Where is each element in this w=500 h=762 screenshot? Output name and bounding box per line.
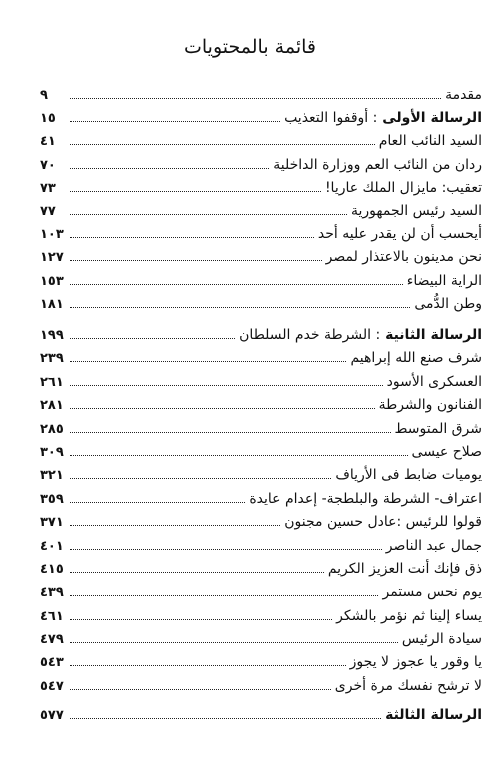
toc-entry: [40, 394, 482, 417]
toc-entry-title: [379, 394, 482, 417]
toc-entry-label: الرسالة الثانية: [385, 327, 482, 343]
page-number: ١٠٣: [40, 227, 64, 243]
page-number: ٢٦١: [40, 374, 64, 390]
page-number: ٧٣: [40, 180, 56, 196]
dot-leader: [70, 214, 347, 215]
toc-entry: [40, 675, 482, 698]
page-number: ٣٢١: [40, 468, 64, 484]
page-number: ٣٧١: [40, 515, 64, 531]
toc-entry-title: [445, 84, 482, 107]
page-number: ٥٤٣: [40, 655, 64, 671]
dot-leader: [70, 572, 324, 573]
toc-entry-title: [379, 130, 482, 153]
toc-entry: [40, 371, 482, 394]
toc-section-heading: [40, 704, 482, 727]
page-number: ١٩٩: [40, 328, 64, 343]
toc-entry-label: الراية البيضاء: [406, 272, 482, 289]
toc-entry-title: [336, 605, 482, 628]
toc-entry-title: [407, 270, 482, 293]
dot-leader: [70, 361, 346, 362]
toc-entry: [40, 200, 482, 223]
toc-entry-title: [414, 293, 482, 316]
dot-leader: [70, 478, 331, 479]
toc-entry: [40, 293, 482, 316]
toc-entry-label: شرق المتوسط: [394, 420, 482, 437]
page-number: ٣٥٩: [40, 491, 64, 507]
toc-entry: [40, 535, 482, 558]
toc-entry-title: [328, 558, 482, 581]
toc-entry-title: [395, 418, 483, 441]
page-number: ٤٠١: [40, 538, 64, 554]
toc-entry: [40, 581, 482, 604]
page-number: ٢٣٩: [40, 351, 64, 367]
toc-entry-title: [239, 324, 482, 347]
page-number: ١٢٧: [40, 250, 64, 266]
toc-section-1: [40, 84, 482, 316]
toc-entry: [40, 177, 482, 200]
toc-entry-label: ذق فإنك أنت العزيز الكريم: [327, 560, 482, 577]
page-number: ٧٧: [40, 203, 56, 219]
page-number: ٢٨١: [40, 398, 64, 414]
toc-entry: [40, 488, 482, 511]
toc-entry-label: يساء إلينا ثم نؤمر بالشكر: [336, 607, 482, 624]
toc-entry-subtitle: : أوقفوا التعذيب: [284, 110, 378, 127]
dot-leader: [70, 525, 280, 526]
toc-entry: [40, 464, 482, 487]
dot-leader: [70, 665, 346, 666]
page-number: ١٨١: [40, 296, 64, 312]
toc-entry-label: السيد النائب العام: [378, 133, 482, 150]
dot-leader: [70, 642, 398, 643]
toc-entry-title: [350, 347, 482, 370]
toc-entry: [40, 605, 482, 628]
toc-entry-label: مقدمة: [445, 87, 482, 103]
dot-leader: [70, 432, 391, 433]
toc-entry-subtitle: : الشرطة خدم السلطان: [239, 327, 381, 343]
toc-entry-title: [350, 651, 482, 674]
dot-leader: [70, 237, 314, 238]
toc-entry-title: [326, 246, 482, 269]
toc-entry-label: يوميات ضابط فى الأرياف: [335, 467, 482, 484]
toc-section-2: [40, 324, 482, 698]
dot-leader: [70, 338, 235, 339]
toc-entry: [40, 628, 482, 651]
toc-entry-label: وطن الدُّمى: [414, 295, 482, 312]
toc-entry: [40, 418, 482, 441]
dot-leader: [70, 144, 375, 145]
toc-entry-title: [318, 223, 482, 246]
page-number: ٥٧٧: [40, 708, 64, 723]
dot-leader: [70, 408, 375, 409]
page-number: ١٥٣: [40, 273, 64, 289]
page-number: ٤١: [40, 134, 56, 150]
dot-leader: [70, 455, 408, 456]
toc-entry: [40, 270, 482, 293]
dot-leader: [70, 191, 321, 192]
page-number: ٤١٥: [40, 561, 64, 577]
toc-entry-label: يوم نحس مستمر: [382, 584, 482, 601]
toc-entry-label: أيحسب أن لن يقدر عليه أحد: [317, 226, 482, 243]
toc-entry-label: اعتراف- الشرطة والبلطجة- إعدام عايدة: [249, 490, 482, 507]
dot-leader: [70, 502, 245, 503]
toc-entry: [40, 154, 482, 177]
toc-entry-label: الرسالة الثالثة: [385, 707, 482, 723]
page-number: ٤٣٩: [40, 585, 64, 601]
dot-leader: [70, 718, 381, 719]
toc-entry: [40, 511, 482, 534]
toc-entry-title: [249, 488, 482, 511]
dot-leader: [70, 168, 269, 169]
dot-leader: [70, 385, 383, 386]
toc-entry-title: [412, 441, 482, 464]
dot-leader: [70, 98, 441, 99]
toc-entry-title: [325, 177, 482, 200]
toc-entry: [40, 441, 482, 464]
toc-entry-title: [335, 464, 482, 487]
toc-section-heading: [40, 324, 482, 347]
toc-entry-label: الرسالة الأولى: [382, 110, 482, 127]
toc-entry-title: [402, 628, 482, 651]
dot-leader: [70, 689, 331, 690]
dot-leader: [70, 260, 322, 261]
toc-entry-label: الفنانون والشرطة: [378, 397, 482, 414]
toc-entry: [40, 84, 482, 107]
toc-entry-title: [387, 371, 482, 394]
page-number: ١٥: [40, 111, 56, 127]
dot-leader: [70, 549, 382, 550]
toc-entry-label: لا ترشح نفسك مرة أخرى: [334, 677, 482, 694]
toc-entry-label: السيد رئيس الجمهورية: [351, 202, 482, 219]
dot-leader: [70, 595, 378, 596]
toc-entry: [40, 651, 482, 674]
toc-section-3: [40, 704, 482, 727]
page-number: ٤٧٩: [40, 632, 64, 648]
toc-entry-title: [386, 535, 482, 558]
dot-leader: [70, 619, 332, 620]
toc-entry-title: [284, 107, 482, 130]
toc-entry: [40, 246, 482, 269]
toc-entry: [40, 223, 482, 246]
page-number: ٩: [40, 88, 48, 103]
toc-entry: [40, 130, 482, 153]
toc-entry-title: [351, 200, 482, 223]
toc-entry-title: [273, 154, 482, 177]
toc-entry: [40, 558, 482, 581]
toc-entry-label: سيادة الرئيس: [401, 631, 482, 648]
toc-entry-label: العسكرى الأسود: [386, 373, 482, 390]
page-number: ٢٨٥: [40, 421, 64, 437]
dot-leader: [70, 307, 410, 308]
page-number: ٧٠: [40, 157, 56, 173]
toc-entry-label: شرف صنع الله إبراهيم: [350, 350, 482, 367]
page-number: ٣٠٩: [40, 444, 64, 460]
toc-entry-title: [382, 581, 482, 604]
toc-entry: [40, 347, 482, 370]
toc-entry-title: [335, 675, 482, 698]
page-title: قائمة بالمحتويات: [184, 36, 316, 58]
toc-entry-label: تعقيب: مايزال الملك عاريا!: [324, 179, 482, 196]
toc-section-heading: [40, 107, 482, 130]
toc-entry-label: قولوا للرئيس :عادل حسين مجنون: [284, 514, 482, 531]
toc-entry-label: نحن مدينون بالاعتذار لمصر: [325, 249, 482, 266]
dot-leader: [70, 121, 280, 122]
page-number: ٥٤٧: [40, 678, 64, 694]
toc-entry-label: جمال عبد الناصر: [385, 537, 482, 554]
page-number: ٤٦١: [40, 608, 64, 624]
toc-entry-label: يا وقور يا عجوز لا يجوز: [349, 654, 482, 671]
toc-entry-title: [385, 704, 482, 727]
toc-entry-label: صلاح عيسى: [411, 443, 482, 460]
toc-entry-label: ردان من النائب العم ووزارة الداخلية: [273, 156, 482, 173]
toc-entry-title: [284, 511, 482, 534]
dot-leader: [70, 284, 403, 285]
